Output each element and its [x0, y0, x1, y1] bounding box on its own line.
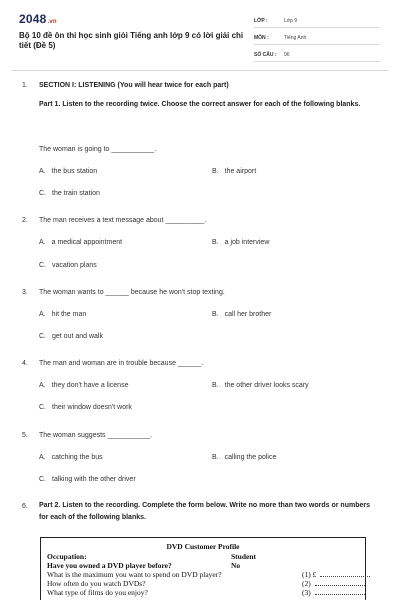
- option-text: call her brother: [224, 311, 272, 318]
- header-divider: [12, 70, 388, 71]
- meta-label: MÔN :: [254, 34, 269, 41]
- question-stem: The man receives a text message about __________.: [39, 217, 207, 224]
- blank-label: (1) £: [302, 570, 317, 579]
- option-text: a job interview: [224, 239, 270, 246]
- meta-row-class: [254, 14, 380, 28]
- option-c[interactable]: C. their window doesn't work: [39, 404, 132, 411]
- table-row-value: Student: [231, 552, 257, 561]
- option-a[interactable]: A. a medical appointment: [39, 239, 123, 246]
- meta-value: 96: [284, 51, 290, 58]
- option-a[interactable]: A. the bus station: [39, 168, 98, 175]
- option-text: the other driver looks scary: [224, 382, 309, 389]
- option-text: the bus station: [51, 168, 98, 175]
- option-c[interactable]: C. get out and walk: [39, 333, 103, 340]
- option-text: their window doesn't work: [52, 404, 132, 411]
- item-number: 2.: [22, 217, 28, 224]
- option-c[interactable]: C. vacation plans: [39, 262, 97, 269]
- meta-row-count: [254, 48, 380, 62]
- option-a[interactable]: A. catching the bus: [39, 454, 103, 461]
- question-stem: The woman wants to ______ because he won't stop texting.: [39, 289, 225, 296]
- option-text: they don't have a license: [51, 382, 129, 389]
- option-a[interactable]: A. hit the man: [39, 311, 87, 318]
- option-b[interactable]: B. the airport: [212, 168, 257, 175]
- item-number: 6.: [22, 503, 28, 510]
- item-number: 3.: [22, 289, 28, 296]
- option-text: catching the bus: [51, 454, 103, 461]
- item-number: 1.: [22, 82, 28, 89]
- answer-blank-3[interactable]: [302, 588, 365, 597]
- table-row-label: How often do you watch DVDs?: [47, 579, 146, 588]
- item-number: 4.: [22, 360, 28, 367]
- table-title: DVD Customer Profile: [166, 542, 240, 551]
- option-text: talking with the other driver: [52, 476, 136, 483]
- option-b[interactable]: B. the other driver looks scary: [212, 382, 309, 389]
- option-text: hit the man: [51, 311, 87, 318]
- meta-value: Tiếng Anh: [284, 34, 307, 41]
- document-meta: [254, 14, 380, 62]
- option-b[interactable]: B. calling the police: [212, 454, 277, 461]
- option-text: the train station: [52, 190, 100, 197]
- option-text: vacation plans: [52, 262, 97, 269]
- dotted-line: [315, 589, 365, 595]
- dotted-line: [315, 580, 365, 586]
- blank-label: (2): [302, 579, 311, 588]
- answer-blank-1[interactable]: [302, 570, 370, 579]
- question-stem: The woman suggests ___________.: [39, 432, 153, 439]
- table-row-label: What type of films do you enjoy?: [47, 588, 148, 597]
- dotted-line: [320, 571, 370, 577]
- table-row-label: Occupation:: [47, 552, 87, 561]
- table-row-value: No: [231, 561, 241, 570]
- option-c[interactable]: C. talking with the other driver: [39, 476, 136, 483]
- meta-label: SỐ CÂU :: [254, 51, 277, 58]
- logo-main: 2048: [19, 12, 47, 26]
- meta-label: LỚP :: [254, 17, 268, 24]
- table-row-label: Have you owned a DVD player before?: [47, 561, 172, 570]
- option-b[interactable]: B. a job interview: [212, 239, 270, 246]
- part1-instructions: Part 1. Listen to the recording twice. Choose the correct answer for each of the following blanks.: [39, 101, 361, 108]
- question-stem: The woman is going to ___________.: [39, 146, 157, 153]
- option-text: calling the police: [224, 454, 277, 461]
- logo-suffix: .vn: [47, 19, 57, 25]
- option-a[interactable]: A. they don't have a license: [39, 382, 129, 389]
- answer-blank-2[interactable]: [302, 579, 365, 588]
- item-number: 5.: [22, 432, 28, 439]
- document-header: [0, 0, 400, 64]
- option-c[interactable]: C. the train station: [39, 190, 100, 197]
- site-logo[interactable]: [19, 12, 57, 26]
- table-row-label: What is the maximum you want to spend on DVD player?: [47, 570, 222, 579]
- part2-instructions: Part 2. Listen to the recording. Complete the form below. Write no more than two words or numbers for each of the following blanks.: [39, 502, 370, 521]
- option-text: a medical appointment: [51, 239, 123, 246]
- option-text: the airport: [224, 168, 257, 175]
- question-stem: The man and woman are in trouble because ______.: [39, 360, 204, 367]
- blank-label: (3): [302, 588, 311, 597]
- meta-value: Lớp 9: [284, 17, 298, 24]
- option-b[interactable]: B. call her brother: [212, 311, 272, 318]
- dvd-profile-table: [40, 537, 366, 600]
- meta-row-subject: [254, 31, 380, 45]
- option-text: get out and walk: [52, 333, 103, 340]
- section-heading: SECTION I: LISTENING (You will hear twice for each part): [39, 82, 229, 89]
- document-title: Bộ 10 đề ôn thi học sinh giỏi Tiếng anh lớp 9 có lời giải chi tiết (Đề 5): [19, 31, 244, 50]
